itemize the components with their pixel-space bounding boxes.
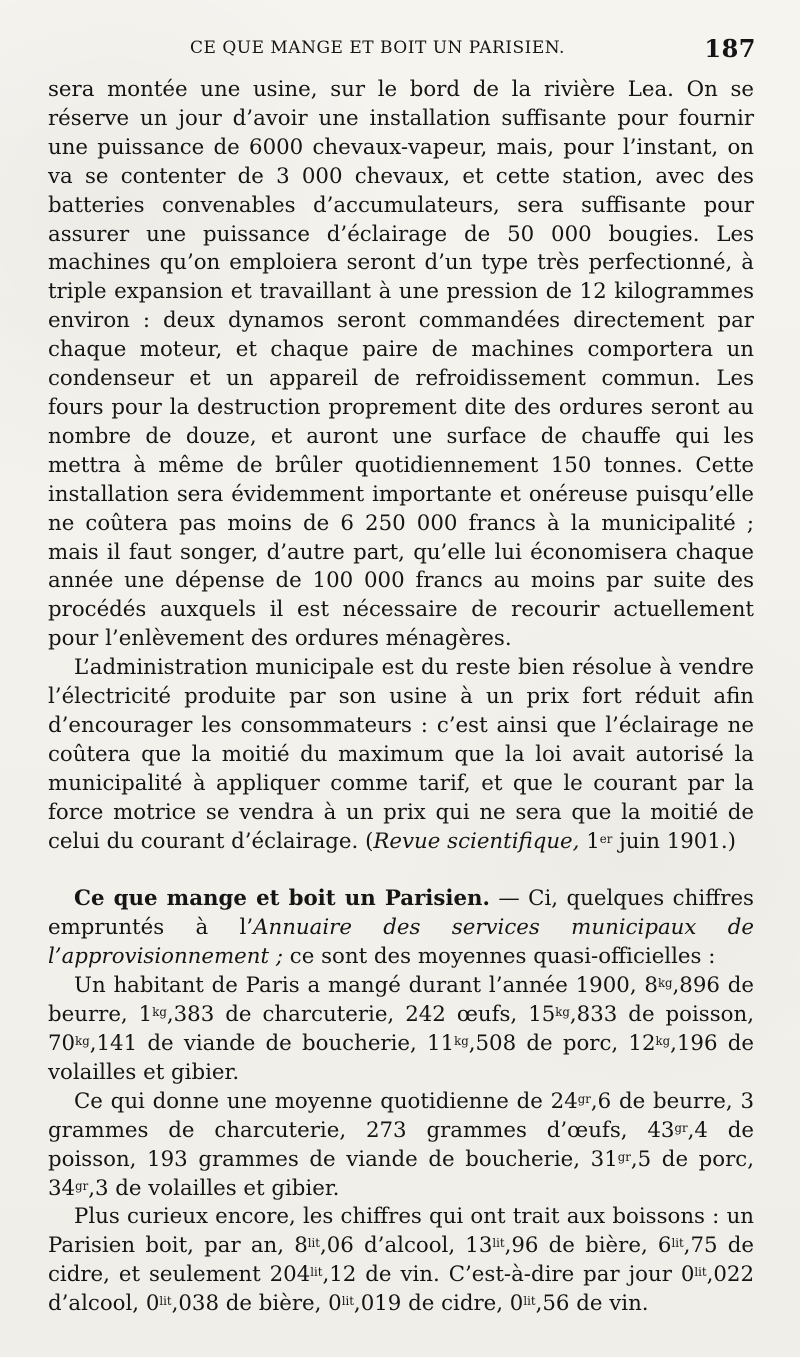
food-unit-3: kg — [555, 1005, 570, 1020]
daily-unit-4: gr — [75, 1178, 89, 1193]
paragraph-section-intro — [48, 885, 754, 972]
drinks-unit-6: lit — [159, 1294, 172, 1309]
daily-text-5: ,3 de volailles et gibier. — [88, 1175, 340, 1201]
drinks-text-8: ,019 de cidre, 0 — [353, 1291, 524, 1317]
drinks-text-3: ,96 de bière, 6 — [504, 1233, 672, 1259]
food-unit-2: kg — [152, 1005, 167, 1020]
daily-unit-2: gr — [674, 1120, 688, 1135]
food-text-4: ,833 de poisson, 70 — [48, 1002, 754, 1056]
page-header — [48, 34, 756, 68]
drinks-unit-2: lit — [492, 1236, 505, 1251]
food-text-6: ,508 de porc, 12 — [468, 1031, 656, 1056]
body-text — [48, 76, 754, 1319]
section-gap — [48, 856, 754, 885]
drinks-text-9: ,56 de vin. — [535, 1291, 649, 1317]
drinks-unit-4: lit — [310, 1265, 323, 1280]
citation-date-rest: juin 1901.) — [619, 828, 736, 854]
daily-text-2: ,6 de beurre, 3 grammes de charcuterie, 273 grammes d’œufs, 43 — [48, 1088, 754, 1143]
drinks-text-5: ,12 de vin. C’est-à-dire par jour 0 — [322, 1262, 695, 1288]
section-title: Ce que mange et boit un Parisien. — [74, 886, 490, 912]
food-unit-4: kg — [75, 1034, 90, 1049]
food-unit-1: kg — [657, 976, 673, 991]
daily-unit-3: gr — [617, 1149, 631, 1164]
food-unit-5: kg — [454, 1034, 469, 1049]
paragraph-electricite-text: L’administration municipale est du reste bien résolue à vendre l’électricité produite par son usine à un prix fort réduit afin d’encourager les consommateurs : c’est ainsi que l’éclairage ne coûtera que la moitié du maximum que la loi avait autorisé la municipalité à appliquer comme tarif, et que le courant par la force motrice se vendra à un prix qui ne sera que la moitié de celui du courant d’éclairage. — [48, 655, 754, 854]
drinks-unit-3: lit — [671, 1236, 684, 1251]
paragraph-usine — [48, 76, 754, 654]
drinks-unit-8: lit — [523, 1294, 536, 1309]
paragraph-moyenne-quotidienne — [48, 1088, 754, 1204]
food-text-7: ,196 de volailles et gibier. — [48, 1031, 754, 1085]
citation-title: Revue scientifique, — [373, 828, 580, 854]
citation-day-sup: er — [599, 831, 613, 846]
section-italic-source: Annuaire des services municipaux de l’approvisionnement ; — [48, 915, 754, 970]
section-intro-after-italic: ce sont des moyennes quasi-officielles : — [289, 944, 716, 970]
drinks-text-7: ,038 de bière, 0 — [171, 1291, 342, 1317]
food-text-2: ,896 de beurre, 1 — [48, 973, 754, 1028]
daily-text-4: ,5 de porc, 34 — [48, 1146, 755, 1201]
daily-text-1: Ce qui donne une moyenne quotidienne de 24 — [74, 1088, 578, 1114]
daily-text-3: ,4 de poisson, 193 grammes de viande de boucherie, 31 — [48, 1117, 754, 1172]
drinks-unit-7: lit — [341, 1294, 354, 1309]
running-title: CE QUE MANGE ET BOIT UN PARISIEN. — [190, 38, 565, 58]
daily-unit-1: gr — [577, 1091, 591, 1106]
paragraph-consommation-aliments — [48, 972, 754, 1088]
drinks-text-6: ,022 d’alcool, 0 — [48, 1262, 754, 1317]
citation-open-paren: ( — [365, 828, 374, 854]
drinks-unit-5: lit — [694, 1265, 707, 1280]
citation-day: 1 — [586, 828, 600, 854]
drinks-unit-1: lit — [307, 1236, 320, 1251]
food-unit-6: kg — [655, 1034, 671, 1049]
page-number: 187 — [704, 34, 756, 63]
food-text-3: ,383 de charcuterie, 242 œufs, 15 — [166, 1002, 556, 1028]
paragraph-usine-text: sera montée une usine, sur le bord de la rivière Lea. On se réserve un jour d’avoir une installation suffisante pour fournir une puissance de 6000 chevaux-vapeur, mais, pour l’instant, on va se contenter de 3 000 chevaux, et cette station, avec des batteries convenables d’accumulateurs, sera suffisante pour assurer une puissance d’éclairage de 50 000 bougies. Les machines qu’on emploiera seront d’un type très perfectionné, à triple expansion et travaillant à une pression de 12 kilogrammes environ : deux dynamos seront commandées directement par chaque moteur, et chaque paire de machines comportera un condenseur et un appareil de refroidissement commun. Les fours pour la destruction proprement dite des ordures seront au nombre de douze, et auront une surface de chauffe qui les mettra à même de brûler quotidiennement 150 tonnes. Cette installation sera évidemment importante et onéreuse puisqu’elle ne coûtera pas moins de 6 250 000 francs à la municipalité ; mais il faut songer, d’autre part, qu’elle lui économisera chaque année une dépense de 100 000 francs au moins par suite des procédés auxquels il est nécessaire de recourir actuellement pour l’enlèvement des ordures ménagères. — [48, 77, 754, 652]
paragraph-boissons — [48, 1203, 754, 1319]
drinks-text-2: ,06 d’alcool, 13 — [319, 1233, 493, 1259]
section-intro-before-italic: — Ci, quelques chiffres empruntés à l’ — [48, 886, 754, 941]
drinks-text-4: ,75 de cidre, et seulement 204 — [48, 1233, 754, 1288]
paragraph-electricite — [48, 654, 754, 856]
drinks-text-1: Plus curieux encore, les chiffres qui ont trait aux boissons : un Parisien boit, par an, 8 — [48, 1204, 754, 1259]
food-text-1: Un habitant de Paris a mangé durant l’année 1900, 8 — [74, 973, 658, 999]
food-text-5: ,141 de viande de boucherie, 11 — [89, 1031, 455, 1056]
